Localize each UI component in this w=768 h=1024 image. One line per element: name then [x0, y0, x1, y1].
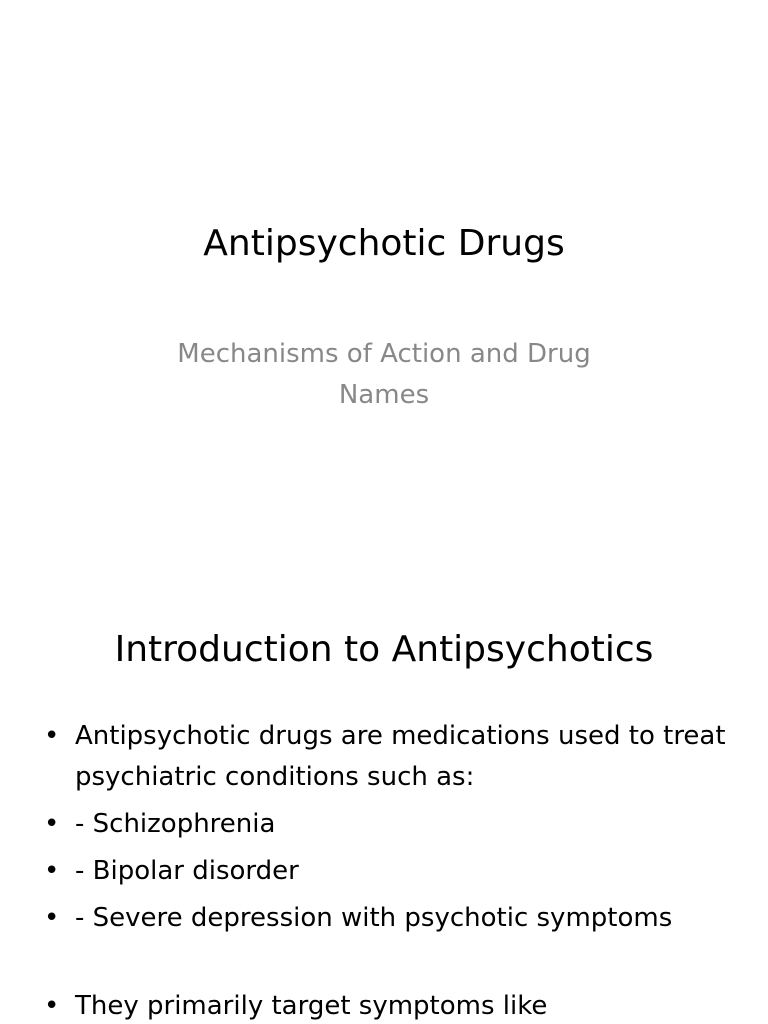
- bullet-text: Antipsychotic drugs are medications used to treat psychiatric conditions such as:: [75, 721, 726, 792]
- slide-heading: Introduction to Antipsychotics: [114, 629, 654, 670]
- bullet-icon: •: [44, 809, 60, 839]
- bullet-icon: •: [44, 721, 60, 751]
- bullet-text: - Bipolar disorder: [75, 856, 299, 886]
- slide-title: Antipsychotic Drugs: [203, 223, 565, 264]
- bullet-text: - Schizophrenia: [75, 809, 276, 839]
- bullet-item: [44, 804, 734, 845]
- content-slide: [0, 576, 768, 1024]
- bullet-item: [44, 986, 734, 1024]
- bullet-item: [44, 898, 734, 939]
- bullet-list: [44, 716, 734, 1024]
- bullet-icon: •: [44, 903, 60, 933]
- slide-subtitle: Mechanisms of Action and Drug Names: [177, 339, 591, 410]
- bullet-icon: •: [44, 856, 60, 886]
- bullet-text: - Severe depression with psychotic symptoms: [75, 903, 673, 933]
- bullet-icon: •: [44, 991, 60, 1021]
- bullet-item: [44, 716, 734, 798]
- bullet-item: [44, 851, 734, 892]
- bullet-text: They primarily target symptoms like: [75, 991, 548, 1021]
